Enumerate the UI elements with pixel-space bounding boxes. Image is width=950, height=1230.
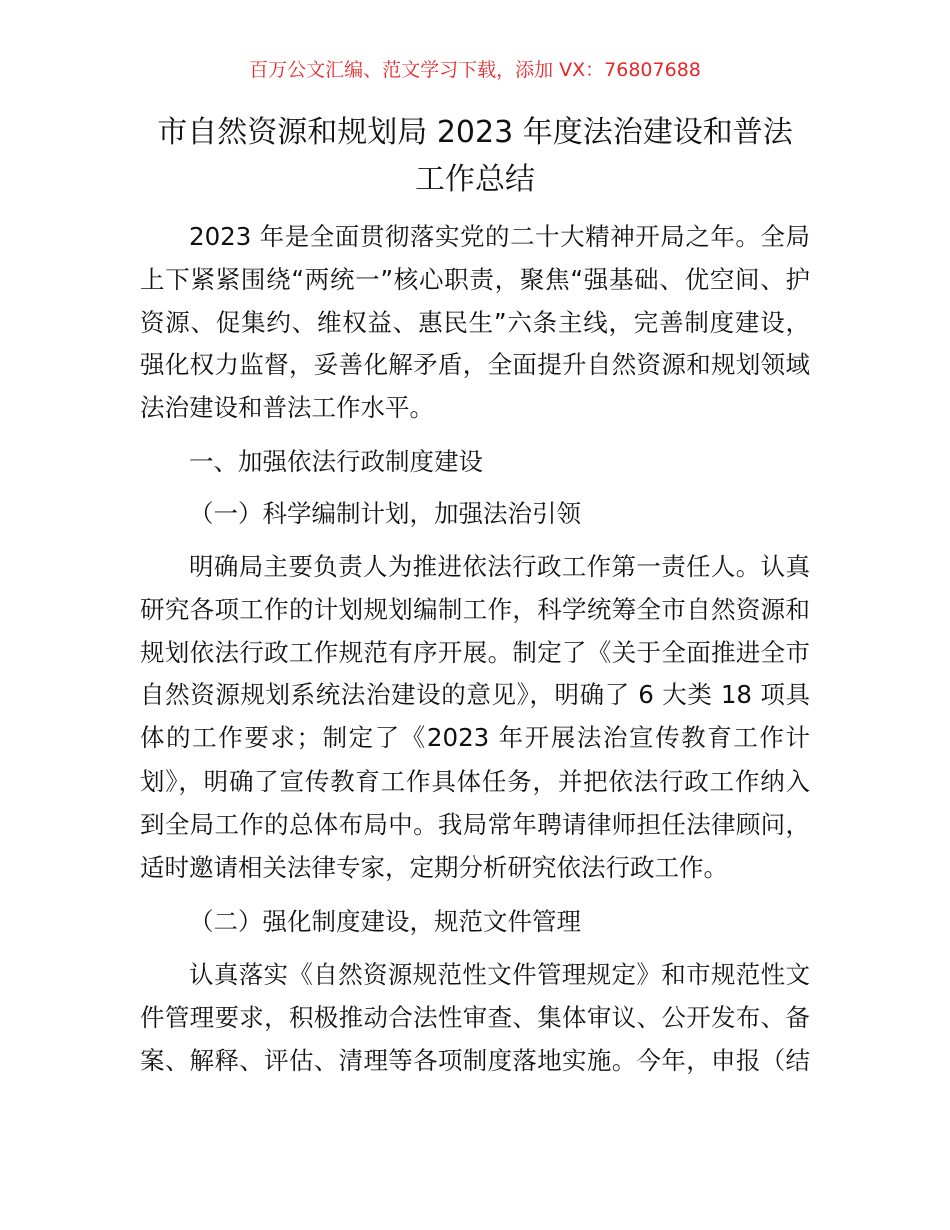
subsection-heading: （二）强化制度建设，规范文件管理	[189, 907, 581, 936]
paragraph-line: 上下紧紧围绕“两统一”核心职责，聚焦“强基础、优空间、护	[140, 265, 810, 294]
paragraph-line: 认真落实《自然资源规范性文件管理规定》和市规范性文	[189, 960, 810, 989]
paragraph-line: 规划依法行政工作规范有序开展。制定了《关于全面推进全市	[140, 638, 810, 667]
paragraph-line: 2023 年是全面贯彻落实党的二十大精神开局之年。全局	[189, 222, 810, 251]
paragraph-line: 适时邀请相关法律专家，定期分析研究依法行政工作。	[140, 853, 728, 882]
paragraph-line: 研究各项工作的计划规划编制工作，科学统筹全市自然资源和	[140, 595, 810, 624]
watermark-header: 百万公文汇编、范文学习下载，添加 VX：76807688	[249, 59, 701, 81]
paragraph-line: 体的工作要求；制定了《2023 年开展法治宣传教育工作计	[140, 723, 810, 752]
document-title-line-1: 市自然资源和规划局 2023 年度法治建设和普法	[157, 115, 793, 150]
paragraph-line: 自然资源规划系统法治建设的意见》，明确了 6 大类 18 项具	[140, 680, 810, 709]
paragraph-line: 划》，明确了宣传教育工作具体任务，并把依法行政工作纳入	[140, 767, 810, 796]
paragraph-line: 件管理要求，积极推动合法性审查、集体审议、公开发布、备	[140, 1003, 810, 1032]
paragraph-line: 法治建设和普法工作水平。	[140, 393, 434, 422]
paragraph-line: 明确局主要负责人为推进依法行政工作第一责任人。认真	[189, 552, 810, 581]
paragraph-line: 到全局工作的总体布局中。我局常年聘请律师担任法律顾问，	[140, 810, 810, 839]
document-title-line-2: 工作总结	[415, 162, 535, 197]
paragraph-line: 案、解释、评估、清理等各项制度落地实施。今年，申报（结	[140, 1046, 810, 1075]
section-heading: 一、加强依法行政制度建设	[189, 447, 483, 476]
paragraph-line: 强化权力监督，妥善化解矛盾，全面提升自然资源和规划领域	[140, 350, 810, 379]
subsection-heading: （一）科学编制计划，加强法治引领	[189, 499, 581, 528]
paragraph-line: 资源、促集约、维权益、惠民生”六条主线，完善制度建设，	[140, 308, 810, 337]
